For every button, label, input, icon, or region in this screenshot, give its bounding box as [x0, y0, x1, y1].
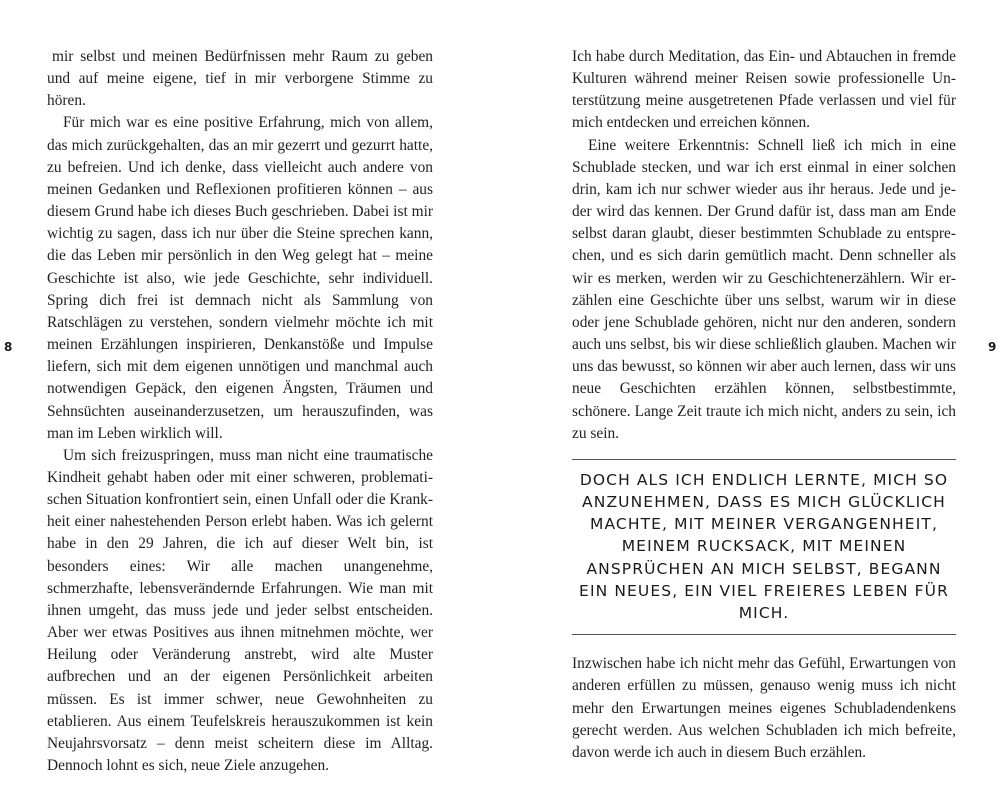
right-page — [572, 46, 956, 764]
right-paragraph-2: Eine weitere Erkenntnis: Schnell ließ ich mich in eine Schublade stecken, und war ich erst einmal in einer solchen drin, kam ich nur schwer wieder aus ihr heraus. Jede und jeder wird das kennen. Der Grund dafür ist, dass man am Ende selbst daran glaubt, dieser bestimmten Schublade zu entsprechen, und es sich darin gemütlich macht. Denn schneller als wir es merken, werden wir zu Geschichtenerzählern. Wir erzählen eine Geschichte über uns selbst, warum wir in diese oder jene Schublade gehören, nicht nur den anderen, sondern auch uns selbst, bis wir diese schließlich glauben. Machen wir uns das bewusst, so können wir aber auch lernen, dass wir uns neue Geschichten erzählen können, selbstbestimmte, schönere. Lange Zeit traute ich mich nicht, anders zu sein, ich zu sein. — [572, 136, 956, 442]
page-number-left: 8 — [4, 340, 13, 354]
pull-quote — [572, 459, 956, 635]
page-number-right: 9 — [988, 340, 997, 354]
left-paragraph-2: Für mich war es eine positive Erfahrung, mich von allem, das mich zurückgehalten, das an mir gezerrt und gezurrt hatte, zu befreien. Und ich denke, dass vielleicht auch andere von meinen Gedanken und Reflexionen profitieren können – aus diesem Grund habe ich dieses Buch geschrieben. Dabei ist mir wichtig zu sagen, dass ich nur über die Steine sprechen kann, die das Leben mir persönlich in den Weg gelegt hat – meine Geschichte ist also, wie jede Geschichte, sehr individuell. Spring dich frei ist demnach nicht als Sammlung von Ratschlägen zu verstehen, sondern vielmehr möchte ich mit meinen Erzählungen inspirieren, Denkanstöße und Impulse liefern, sich mit dem eigenen unnötigen und manchmal auch notwendigen Gepäck, den eigenen Ängsten, Träumen und Sehnsüchten auseinanderzusetzen, um herauszufinden, was man im Leben wirklich will. — [47, 114, 433, 442]
pull-quote-text: DOCH ALS ICH ENDLICH LERNTE, MICH SO ANZUNEHMEN, DASS ES MICH GLÜCKLICH MACHTE, MIT MEINER VERGANGENHEIT, MEINEM RUCKSACK, MIT MEINEN ANSPRÜCHEN AN MICH SELBST, BEGANN EIN NEUES, EIN VIEL FREIERES LEBEN FÜR MICH. — [579, 470, 949, 623]
left-paragraph-3: Um sich freizuspringen, muss man nicht eine traumatische Kindheit gehabt haben oder mit einer schweren, problematischen Situation konfrontiert sein, einen Unfall oder die Krankheit einer nahestehenden Person erlebt haben. Was ich gelernt habe in den 29 Jahren, die ich auf dieser Welt bin, ist besonders eines: Wir alle machen unangenehme, schmerzhafte, lebensverändernde Erfahrungen. Wie man mit ihnen umgeht, das muss jede und jeder selbst entscheiden. Aber wer etwas Positives aus ihnen mitnehmen möchte, wer Heilung oder Veränderung anstrebt, wird alte Muster aufbrechen und an der eigenen Persönlichkeit arbeiten müssen. Es ist immer schwer, neue Gewohnheiten zu etablieren. Aus einem Teufelskreis herauszukommen ist kein Neujahrsvorsatz – denn meist scheitern diese im Alltag. Dennoch lohnt es sich, neue Ziele anzugehen. — [47, 446, 433, 774]
right-paragraph-3: Inzwischen habe ich nicht mehr das Gefühl, Erwartungen von anderen erfüllen zu müssen, genauso wenig muss ich nicht mehr den Erwartungen meines eigenes Schubladendenkens gerecht werden. Aus welchen Schubladen ich mich befreite, davon werde ich auch in diesem Buch erzählen. — [572, 655, 956, 761]
right-paragraph-1: Ich habe durch Meditation, das Ein- und Abtauchen in fremde Kulturen während meiner Reisen sowie professionelle Unterstützung meine ausgetretenen Pfade verlassen und viel für mich entdecken und erreichen können. — [572, 48, 956, 132]
left-page — [47, 46, 433, 777]
left-paragraph-1: mir selbst und meinen Bedürfnissen mehr Raum zu geben und auf meine eigene, tief in mir verborgene Stimme zu hören. — [47, 48, 433, 110]
